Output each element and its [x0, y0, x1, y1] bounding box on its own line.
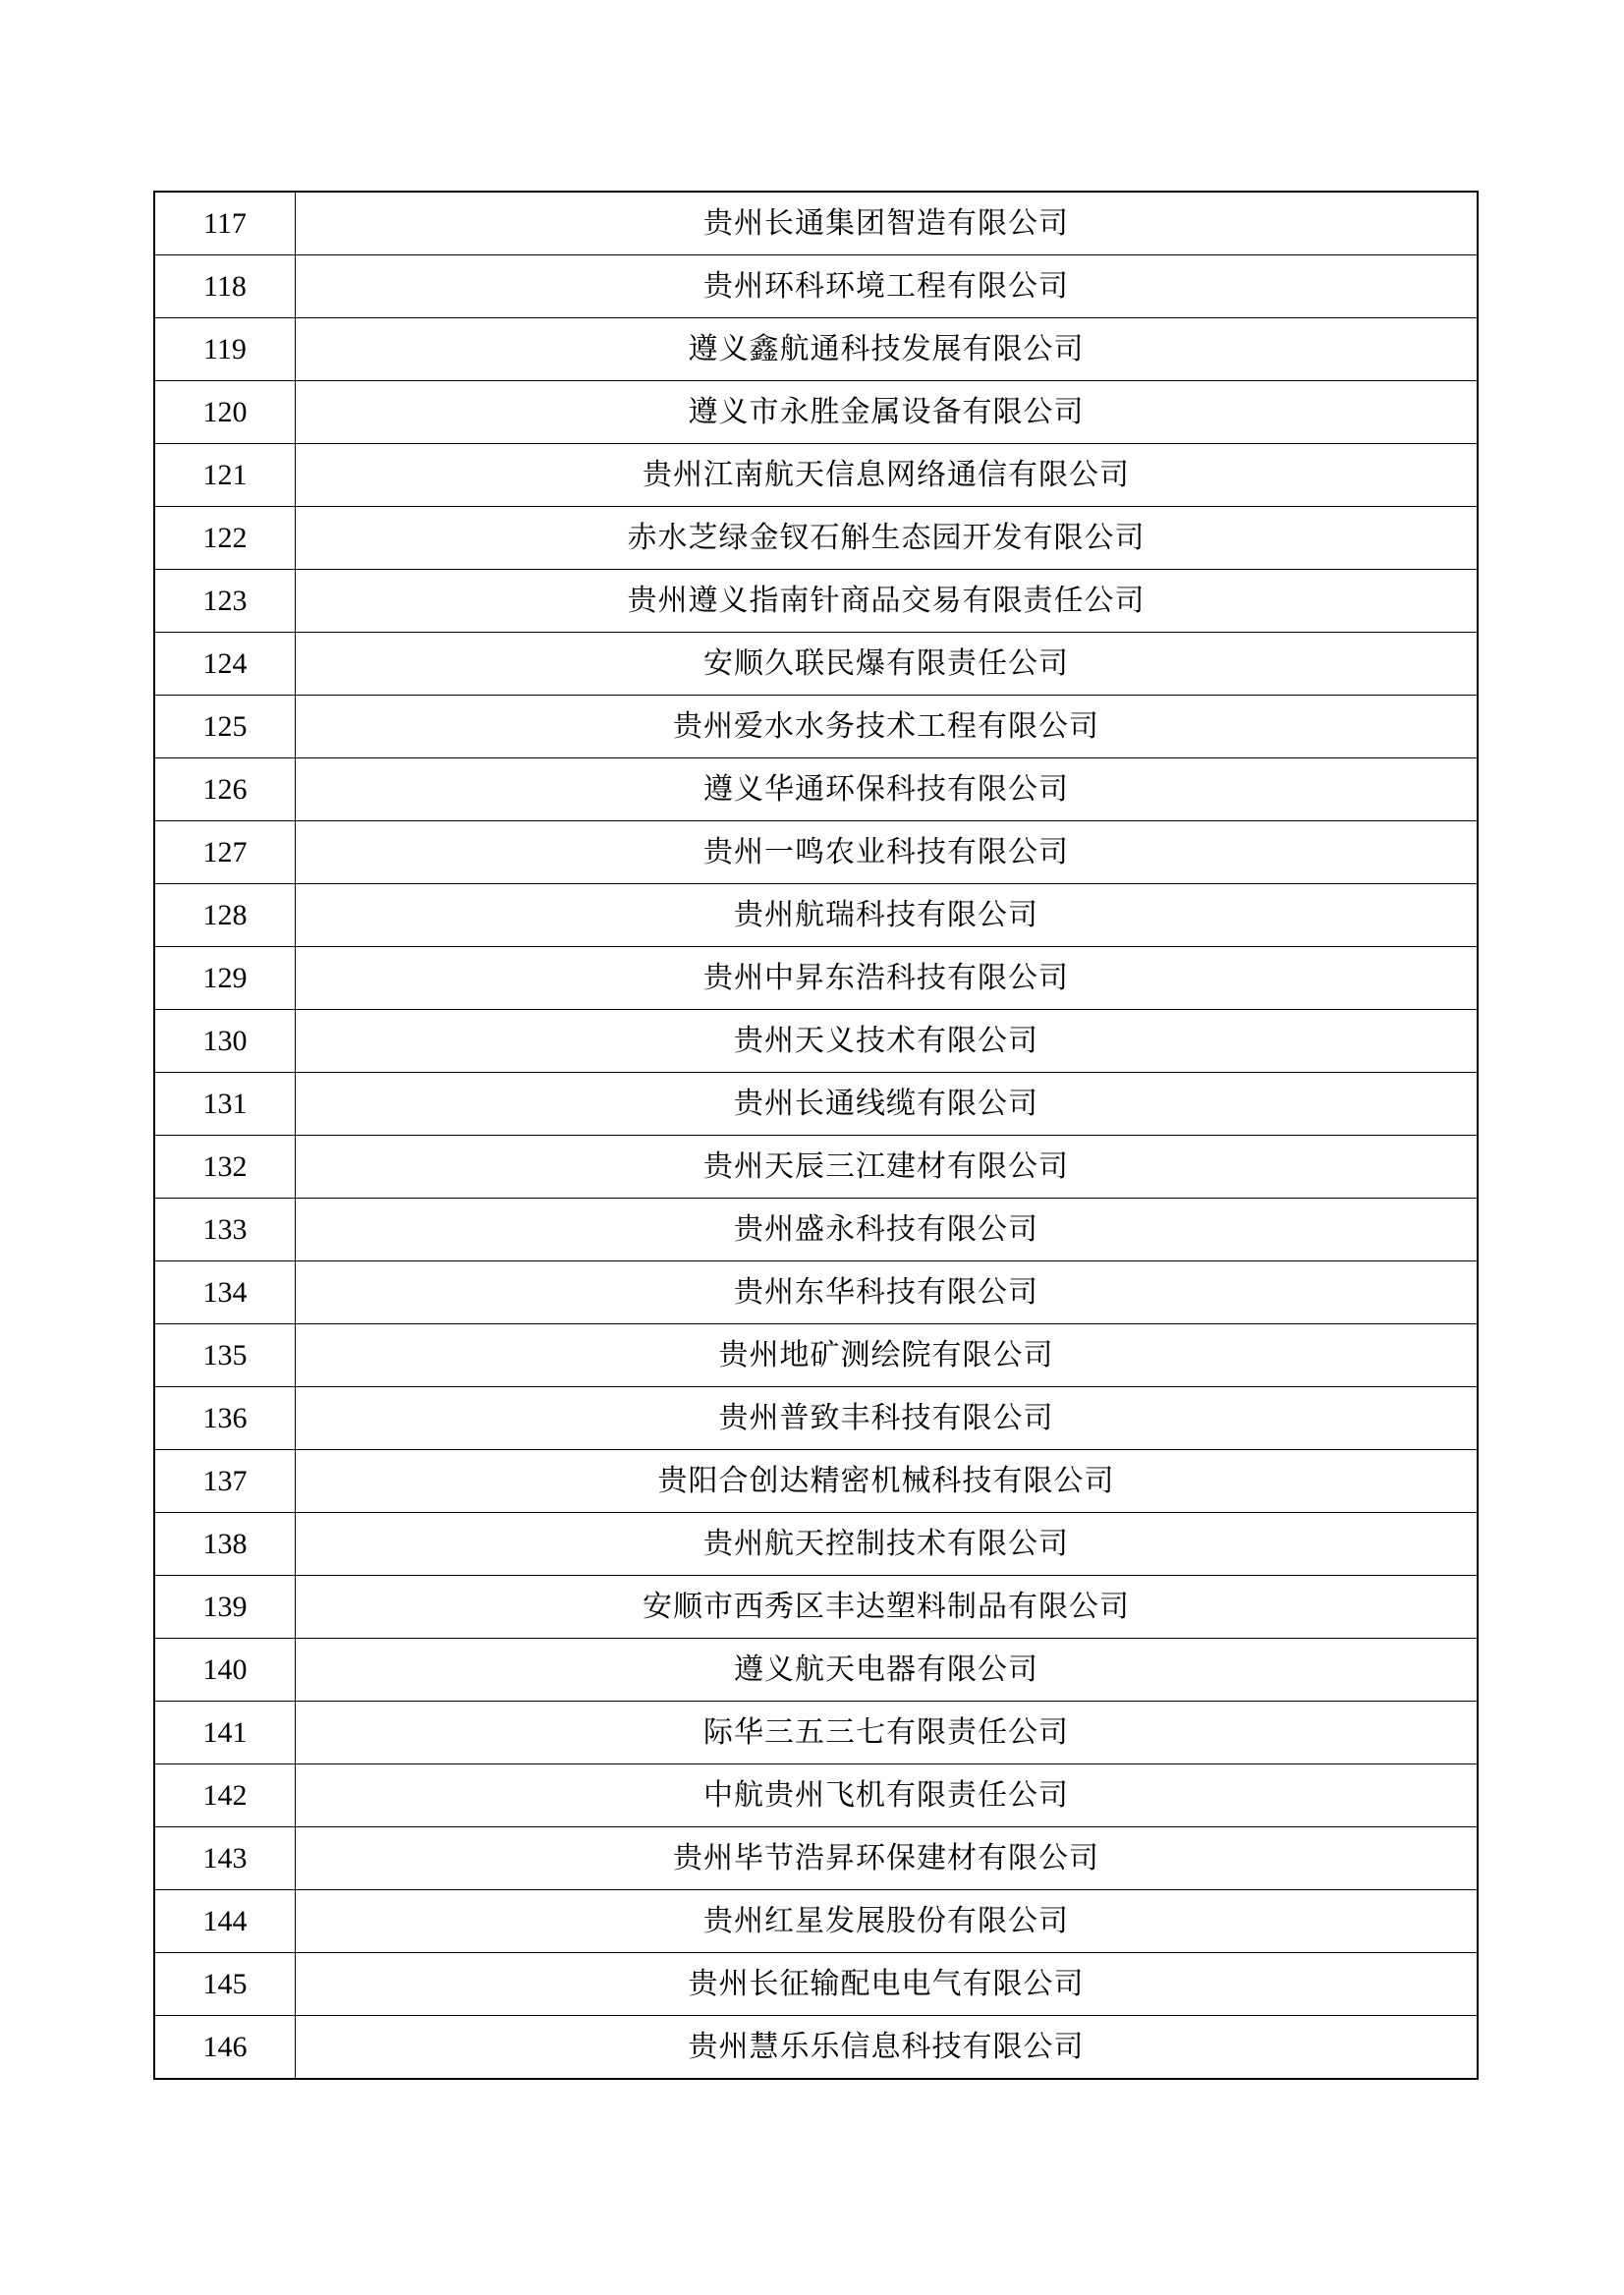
row-number: 143 — [154, 1827, 296, 1890]
company-name: 贵州毕节浩昇环保建材有限公司 — [296, 1827, 1479, 1890]
row-number: 121 — [154, 444, 296, 507]
company-name: 中航贵州飞机有限责任公司 — [296, 1764, 1479, 1827]
row-number: 123 — [154, 570, 296, 633]
table-row — [154, 1827, 1478, 1890]
company-name: 贵州长通线缆有限公司 — [296, 1073, 1479, 1136]
company-name: 遵义市永胜金属设备有限公司 — [296, 381, 1479, 444]
table-row — [154, 1199, 1478, 1261]
table-row — [154, 318, 1478, 381]
row-number: 140 — [154, 1639, 296, 1702]
row-number: 144 — [154, 1890, 296, 1953]
company-name: 贵州航瑞科技有限公司 — [296, 884, 1479, 947]
company-name: 贵阳合创达精密机械科技有限公司 — [296, 1450, 1479, 1513]
row-number: 119 — [154, 318, 296, 381]
table-row — [154, 1136, 1478, 1199]
table-row — [154, 192, 1478, 255]
row-number: 145 — [154, 1953, 296, 2016]
company-name: 赤水芝绿金钗石斛生态园开发有限公司 — [296, 507, 1479, 570]
company-name: 遵义华通环保科技有限公司 — [296, 758, 1479, 821]
company-name: 贵州中昇东浩科技有限公司 — [296, 947, 1479, 1010]
company-list-body — [154, 192, 1478, 2079]
company-name: 贵州一鸣农业科技有限公司 — [296, 821, 1479, 884]
table-row — [154, 1450, 1478, 1513]
table-row — [154, 1764, 1478, 1827]
row-number: 138 — [154, 1513, 296, 1576]
company-name: 贵州爱水水务技术工程有限公司 — [296, 696, 1479, 758]
row-number: 137 — [154, 1450, 296, 1513]
table-row — [154, 255, 1478, 318]
row-number: 122 — [154, 507, 296, 570]
row-number: 141 — [154, 1702, 296, 1764]
company-name: 贵州慧乐乐信息科技有限公司 — [296, 2016, 1479, 2080]
table-row — [154, 1010, 1478, 1073]
row-number: 120 — [154, 381, 296, 444]
table-row — [154, 633, 1478, 696]
company-name: 贵州普致丰科技有限公司 — [296, 1387, 1479, 1450]
row-number: 134 — [154, 1261, 296, 1324]
company-name: 贵州天辰三江建材有限公司 — [296, 1136, 1479, 1199]
company-name: 贵州红星发展股份有限公司 — [296, 1890, 1479, 1953]
table-row — [154, 821, 1478, 884]
company-name: 贵州长征输配电电气有限公司 — [296, 1953, 1479, 2016]
company-name: 际华三五三七有限责任公司 — [296, 1702, 1479, 1764]
company-name: 安顺久联民爆有限责任公司 — [296, 633, 1479, 696]
row-number: 130 — [154, 1010, 296, 1073]
row-number: 131 — [154, 1073, 296, 1136]
table-row — [154, 758, 1478, 821]
table-row — [154, 381, 1478, 444]
row-number: 135 — [154, 1324, 296, 1387]
row-number: 146 — [154, 2016, 296, 2080]
row-number: 118 — [154, 255, 296, 318]
table-row — [154, 947, 1478, 1010]
row-number: 142 — [154, 1764, 296, 1827]
table-row — [154, 2016, 1478, 2080]
company-name: 贵州天义技术有限公司 — [296, 1010, 1479, 1073]
row-number: 117 — [154, 192, 296, 255]
row-number: 133 — [154, 1199, 296, 1261]
row-number: 129 — [154, 947, 296, 1010]
table-row — [154, 570, 1478, 633]
row-number: 136 — [154, 1387, 296, 1450]
table-row — [154, 1890, 1478, 1953]
table-row — [154, 1702, 1478, 1764]
table-row — [154, 1953, 1478, 2016]
company-name: 贵州航天控制技术有限公司 — [296, 1513, 1479, 1576]
company-name: 贵州地矿测绘院有限公司 — [296, 1324, 1479, 1387]
table-row — [154, 1639, 1478, 1702]
company-name: 贵州江南航天信息网络通信有限公司 — [296, 444, 1479, 507]
company-name: 贵州环科环境工程有限公司 — [296, 255, 1479, 318]
company-name: 遵义航天电器有限公司 — [296, 1639, 1479, 1702]
table-row — [154, 1073, 1478, 1136]
row-number: 139 — [154, 1576, 296, 1639]
table-row — [154, 507, 1478, 570]
company-name: 贵州长通集团智造有限公司 — [296, 192, 1479, 255]
company-name: 遵义鑫航通科技发展有限公司 — [296, 318, 1479, 381]
company-name: 贵州遵义指南针商品交易有限责任公司 — [296, 570, 1479, 633]
table-row — [154, 1324, 1478, 1387]
table-row — [154, 696, 1478, 758]
company-list-table — [153, 191, 1479, 2080]
company-name: 贵州东华科技有限公司 — [296, 1261, 1479, 1324]
row-number: 125 — [154, 696, 296, 758]
table-row — [154, 444, 1478, 507]
table-row — [154, 884, 1478, 947]
row-number: 127 — [154, 821, 296, 884]
table-row — [154, 1261, 1478, 1324]
company-name: 安顺市西秀区丰达塑料制品有限公司 — [296, 1576, 1479, 1639]
row-number: 132 — [154, 1136, 296, 1199]
table-row — [154, 1513, 1478, 1576]
row-number: 128 — [154, 884, 296, 947]
table-row — [154, 1387, 1478, 1450]
row-number: 126 — [154, 758, 296, 821]
row-number: 124 — [154, 633, 296, 696]
company-name: 贵州盛永科技有限公司 — [296, 1199, 1479, 1261]
table-row — [154, 1576, 1478, 1639]
